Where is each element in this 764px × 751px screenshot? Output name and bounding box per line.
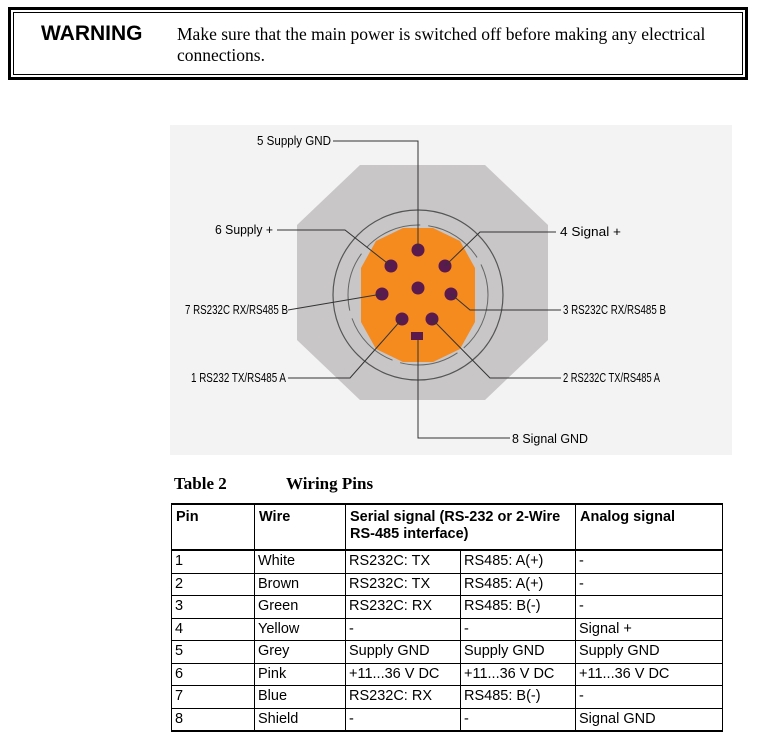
cell-analog: - bbox=[576, 686, 723, 709]
label-pin-5: 5 Supply GND bbox=[257, 134, 331, 148]
warning-text: Make sure that the main power is switched off before making any electrical connections. bbox=[177, 24, 706, 65]
cell-pin: 1 bbox=[172, 550, 255, 573]
cell-analog: +11...36 V DC bbox=[576, 663, 723, 686]
label-pin-7: 7 RS232C RX/RS485 B bbox=[185, 303, 288, 317]
cell-serial-rs485: RS485: B(-) bbox=[461, 596, 576, 619]
cell-serial-rs485: - bbox=[461, 708, 576, 731]
cell-serial-rs232: - bbox=[346, 708, 461, 731]
cell-serial-rs232: RS232C: RX bbox=[346, 596, 461, 619]
cell-pin: 7 bbox=[172, 686, 255, 709]
cell-pin: 4 bbox=[172, 618, 255, 641]
table-caption-number: Table 2 bbox=[174, 474, 227, 493]
label-pin-8: 8 Signal GND bbox=[512, 432, 588, 446]
cell-serial-rs232: RS232C: RX bbox=[346, 686, 461, 709]
cell-serial-rs485: +11...36 V DC bbox=[461, 663, 576, 686]
header-serial-signal: Serial signal (RS-232 or 2-Wire RS-485 interface) bbox=[346, 504, 576, 550]
cell-serial-rs485: RS485: A(+) bbox=[461, 550, 576, 573]
label-pin-1: 1 RS232 TX/RS485 A bbox=[191, 371, 287, 385]
cell-serial-rs232: RS232C: TX bbox=[346, 573, 461, 596]
cell-wire: Brown bbox=[255, 573, 346, 596]
label-pin-4: 4 Signal + bbox=[560, 225, 621, 239]
cell-analog: - bbox=[576, 596, 723, 619]
cell-analog: - bbox=[576, 550, 723, 573]
cell-serial-rs485: RS485: A(+) bbox=[461, 573, 576, 596]
table-header-row bbox=[172, 504, 723, 550]
cell-serial-rs232: - bbox=[346, 618, 461, 641]
table-row bbox=[172, 573, 723, 596]
table-row bbox=[172, 663, 723, 686]
table-row bbox=[172, 550, 723, 573]
cell-serial-rs485: Supply GND bbox=[461, 641, 576, 664]
cell-pin: 5 bbox=[172, 641, 255, 664]
cell-analog: Signal GND bbox=[576, 708, 723, 731]
cell-wire: Blue bbox=[255, 686, 346, 709]
cell-serial-rs485: - bbox=[461, 618, 576, 641]
cell-pin: 8 bbox=[172, 708, 255, 731]
cell-serial-rs232: RS232C: TX bbox=[346, 550, 461, 573]
label-pin-2: 2 RS232C TX/RS485 A bbox=[563, 371, 661, 385]
cell-wire: White bbox=[255, 550, 346, 573]
cell-serial-rs232: +11...36 V DC bbox=[346, 663, 461, 686]
cell-wire: Shield bbox=[255, 708, 346, 731]
cell-wire: Pink bbox=[255, 663, 346, 686]
pin-8 bbox=[412, 282, 425, 295]
cell-analog: Signal + bbox=[576, 618, 723, 641]
header-wire: Wire bbox=[255, 504, 346, 550]
cell-analog: Supply GND bbox=[576, 641, 723, 664]
cell-serial-rs485: RS485: B(-) bbox=[461, 686, 576, 709]
table-row bbox=[172, 596, 723, 619]
cell-serial-rs232: Supply GND bbox=[346, 641, 461, 664]
table-caption-title: Wiring Pins bbox=[286, 474, 374, 493]
cell-wire: Green bbox=[255, 596, 346, 619]
cell-analog: - bbox=[576, 573, 723, 596]
cell-pin: 3 bbox=[172, 596, 255, 619]
header-pin: Pin bbox=[172, 504, 255, 550]
label-pin-6: 6 Supply + bbox=[215, 223, 273, 237]
cell-wire: Grey bbox=[255, 641, 346, 664]
cell-pin: 6 bbox=[172, 663, 255, 686]
table-row bbox=[172, 618, 723, 641]
table-row bbox=[172, 708, 723, 731]
cell-pin: 2 bbox=[172, 573, 255, 596]
cell-wire: Yellow bbox=[255, 618, 346, 641]
connector-pinout-diagram bbox=[170, 125, 732, 455]
warning-title: WARNING bbox=[41, 22, 143, 45]
label-pin-3: 3 RS232C RX/RS485 B bbox=[563, 303, 666, 317]
warning-box bbox=[8, 7, 748, 80]
table-row bbox=[172, 641, 723, 664]
connector-key-notch bbox=[411, 332, 423, 340]
table-row bbox=[172, 686, 723, 709]
wiring-pins-table bbox=[171, 503, 723, 732]
header-analog-signal: Analog signal bbox=[576, 504, 723, 550]
